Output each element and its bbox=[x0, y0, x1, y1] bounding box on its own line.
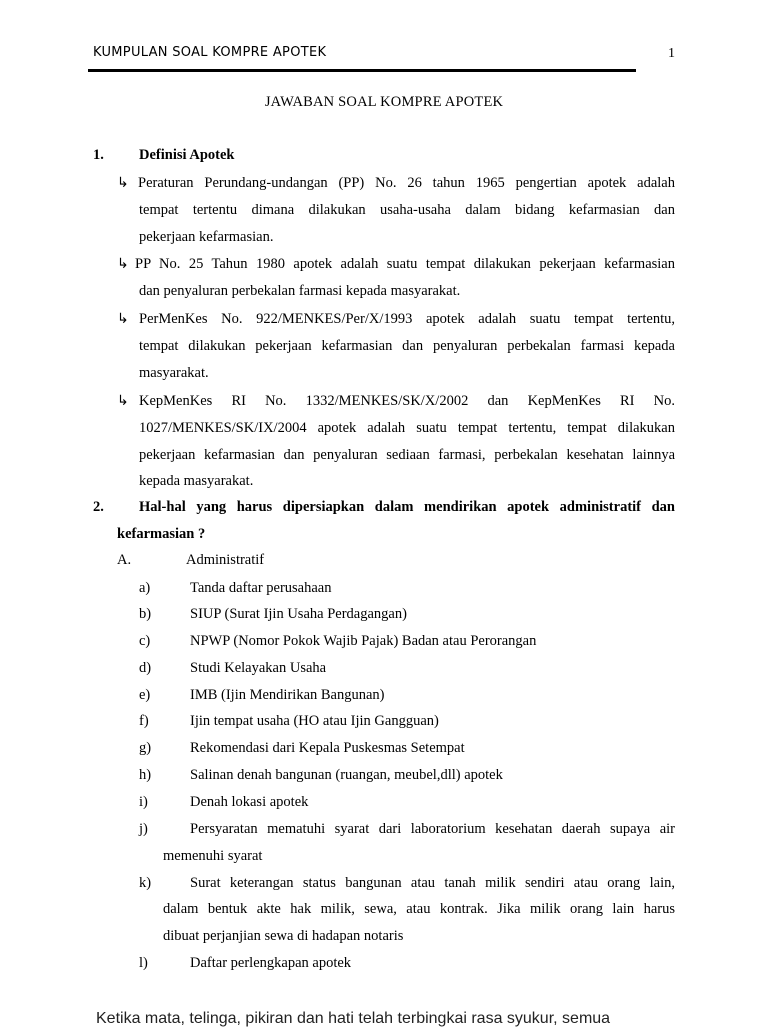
list-item-label: i) bbox=[139, 794, 148, 810]
list-item-label: h) bbox=[139, 767, 152, 783]
definition-3-line-3: masyarakat. bbox=[139, 365, 209, 381]
definition-3-line-1: PerMenKes No. 922/MENKES/Per/X/1993 apotek adalah suatu tempat tertentu, bbox=[139, 311, 675, 327]
list-item: Daftar perlengkapan apotek bbox=[190, 955, 352, 971]
definition-4-line-2: 1027/MENKES/SK/IX/2004 apotek adalah suatu tempat tertentu, tempat dilakukan bbox=[139, 420, 675, 436]
subsection-a-label: A. bbox=[117, 552, 132, 568]
list-item-continuation: dibuat perjanjian sewa di hadapan notaris bbox=[163, 928, 404, 944]
list-item-label: k) bbox=[139, 875, 152, 891]
list-item: SIUP (Surat Ijin Usaha Perdagangan) bbox=[190, 606, 407, 622]
definition-1-line-2: tempat tertentu dimana dilakukan usaha-usaha dalam bidang kefarmasian dan bbox=[139, 202, 675, 218]
list-item: IMB (Ijin Mendirikan Bangunan) bbox=[190, 687, 385, 703]
footer-quote: Ketika mata, telinga, pikiran dan hati telah terbingkai rasa syukur, semua bbox=[96, 1010, 611, 1027]
list-item: Surat keterangan status bangunan atau tanah milik sendiri atau orang lain, bbox=[190, 875, 675, 891]
definition-2-line-1: PP No. 25 Tahun 1980 apotek adalah suatu tempat dilakukan pekerjaan kefarmasian bbox=[135, 256, 675, 272]
arrow-bullet-icon: ↳ bbox=[117, 393, 129, 409]
list-item-label: b) bbox=[139, 606, 152, 622]
list-item-label: f) bbox=[139, 713, 149, 729]
list-item-label: j) bbox=[139, 821, 148, 837]
arrow-bullet-icon: ↳ bbox=[117, 175, 129, 191]
list-item-label: c) bbox=[139, 633, 151, 649]
definition-1-line-3: pekerjaan kefarmasian. bbox=[139, 229, 274, 245]
section-1-heading: Definisi Apotek bbox=[139, 147, 235, 163]
list-item: Tanda daftar perusahaan bbox=[190, 580, 332, 596]
list-item-label: e) bbox=[139, 687, 151, 703]
list-item: Salinan denah bangunan (ruangan, meubel,dll) apotek bbox=[190, 767, 503, 783]
list-item: Ijin tempat usaha (HO atau Ijin Gangguan) bbox=[190, 713, 439, 729]
page-number: 1 bbox=[668, 46, 675, 61]
section-2-heading-line-2: kefarmasian ? bbox=[117, 526, 206, 542]
definition-4-line-1: KepMenKes RI No. 1332/MENKES/SK/X/2002 dan KepMenKes RI No. bbox=[139, 393, 675, 409]
list-item: NPWP (Nomor Pokok Wajib Pajak) Badan atau Perorangan bbox=[190, 633, 537, 649]
header-rule bbox=[88, 69, 636, 72]
section-2-number: 2. bbox=[93, 499, 104, 515]
section-2-heading-line-1: Hal-hal yang harus dipersiapkan dalam mendirikan apotek administratif dan bbox=[139, 499, 675, 515]
section-1-number: 1. bbox=[93, 147, 104, 163]
definition-4-line-4: kepada masyarakat. bbox=[139, 473, 254, 489]
list-item: Denah lokasi apotek bbox=[190, 794, 309, 810]
definition-2-line-2: dan penyaluran perbekalan farmasi kepada masyarakat. bbox=[139, 283, 461, 299]
definition-4-line-3: pekerjaan kefarmasian dan penyaluran sediaan farmasi, perbekalan kesehatan lainnya bbox=[139, 447, 675, 463]
definition-1-line-1: Peraturan Perundang-undangan (PP) No. 26 tahun 1965 pengertian apotek adalah bbox=[138, 175, 675, 191]
document-title: JAWABAN SOAL KOMPRE APOTEK bbox=[264, 94, 504, 110]
list-item: Persyaratan mematuhi syarat dari laboratorium kesehatan daerah supaya air bbox=[190, 821, 675, 837]
list-item: Studi Kelayakan Usaha bbox=[190, 660, 327, 676]
list-item-label: g) bbox=[139, 740, 152, 756]
arrow-bullet-icon: ↳ bbox=[117, 311, 129, 327]
list-item-label: a) bbox=[139, 580, 151, 596]
definition-3-line-2: tempat dilakukan pekerjaan kefarmasian dan penyaluran perbekalan farmasi kepada bbox=[139, 338, 675, 354]
list-item-continuation: dalam bentuk akte hak milik, sewa, atau kontrak. Jika milik orang lain harus bbox=[163, 901, 675, 917]
subsection-a-title: Administratif bbox=[186, 552, 265, 568]
list-item: Rekomendasi dari Kepala Puskesmas Setempat bbox=[190, 740, 465, 756]
list-item-continuation: memenuhi syarat bbox=[163, 848, 263, 864]
arrow-bullet-icon: ↳ bbox=[117, 256, 129, 272]
header-title: KUMPULAN SOAL KOMPRE APOTEK bbox=[93, 45, 327, 60]
list-item-label: d) bbox=[139, 660, 152, 676]
list-item-label: l) bbox=[139, 955, 148, 971]
